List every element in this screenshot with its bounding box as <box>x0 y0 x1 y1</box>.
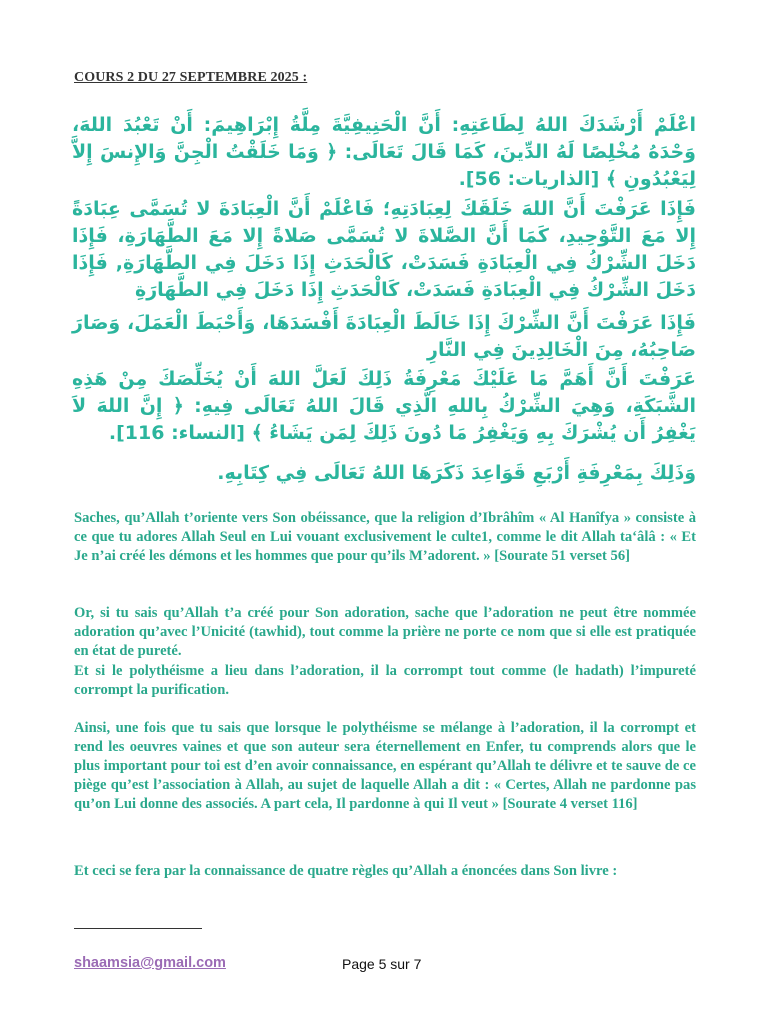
french-text-2: Or, si tu sais qu’Allah t’a créé pour Son adoration, sache que l’adoration ne peut être nommée adoration qu’avec l’Unicité (tawhid), tout comme la prière ne porte ce nom que si elle est pratiquée en état de pureté. <box>74 605 696 659</box>
arabic-text-block-3 <box>72 310 696 364</box>
french-text-3: Et si le polythéisme a lieu dans l’adoration, il la corrompt tout comme (le hadath) l’impureté corrompt la purification. <box>74 663 696 698</box>
french-paragraph-3 <box>74 662 696 700</box>
french-paragraph-5 <box>74 862 696 881</box>
french-paragraph-4 <box>74 719 696 814</box>
arabic-text-block-5 <box>72 460 696 487</box>
arabic-paragraph-1: اعْلَمْ أَرْشَدَكَ اللهُ لِطَاعَتِهِ: أَنَّ الْحَنِيفِيَّةَ مِلَّةُ إِبْرَاهِيمَ: أَنْ تَعْبُدَ اللهَ، وَحْدَهُ مُخْلِصًا لَهُ الدِّينَ، كَمَا قَالَ تَعَالَى: ﴿ وَمَا خَلَقْتُ الْجِنَّ وَالإِنسَ إِلاَّ لِيَعْبُدُونِ ﴾ [الذاريات: 56]. <box>72 114 696 190</box>
arabic-paragraph-4: عَرَفْتَ أَنَّ أَهَمَّ مَا عَلَيْكَ مَعْرِفَةُ ذَلِكَ لَعَلَّ اللهَ أَنْ يُخَلِّصَكَ مِنْ هَذِهِ الشَّبَكَةِ، وَهِيَ الشِّرْكُ بِاللهِ الَّذِي قَالَ اللهُ تَعَالَى فِيهِ: ﴿ إِنَّ اللهَ لاَ يَغْفِرُ أَن يُشْرَكَ بِهِ وَيَغْفِرُ مَا دُونَ ذَلِكَ لِمَن يَشَاءُ ﴾ [النساء: 116]. <box>72 368 696 444</box>
footer-email-link[interactable]: shaamsia@gmail.com <box>74 955 226 971</box>
page-number: Page 5 sur 7 <box>342 956 422 972</box>
arabic-text-block-4 <box>72 366 696 447</box>
french-text-4: Ainsi, une fois que tu sais que lorsque le polythéisme se mélange à l’adoration, il la corrompt et rend les oeuvres vaines et que son auteur sera éternellement en Enfer, tu comprends alors que le plus important pour toi est d’en avoir connaissance, en espérant qu’Allah te délivre et te sauve de ce piège qu’est l’association à Allah, au sujet de laquelle Allah a dit : « Certes, Allah ne pardonne pas qu’on Lui donne des associés. A part cela, Il pardonne à qui Il veut » [Sourate 4 verset 116] <box>74 720 696 812</box>
arabic-paragraph-5: وَذَلِكَ بِمَعْرِفَةِ أَرْبَعِ قَوَاعِدَ ذَكَرَهَا اللهُ تَعَالَى فِي كِتَابِهِ. <box>217 462 696 484</box>
french-paragraph-1 <box>74 509 696 566</box>
french-paragraph-2 <box>74 604 696 661</box>
french-text-1: Saches, qu’Allah t’oriente vers Son obéissance, que la religion d’Ibrâhîm « Al Hanîfya » consiste à ce que tu adores Allah Seul en Lui vouant exclusivement le culte1, comme le dit Allah ta‘âlâ : « Et Je n’ai créé les démons et les hommes que pour qu’ils M’adorent. » [Sourate 51 verset 56] <box>74 510 696 564</box>
arabic-text-block-2 <box>72 196 696 304</box>
course-heading: COURS 2 DU 27 SEPTEMBRE 2025 : <box>74 70 308 85</box>
french-text-5: Et ceci se fera par la connaissance de quatre règles qu’Allah a énoncées dans Son livre : <box>74 863 618 879</box>
footnote-separator <box>74 928 202 929</box>
arabic-paragraph-3: فَإِذَا عَرَفْتَ أَنَّ الشِّرْكَ إِذَا خَالَطَ الْعِبَادَةَ أَفْسَدَهَا، وَأَحْبَطَ الْعَمَلَ، وَصَارَ صَاحِبُهُ، مِنَ الْخَالِدِينَ فِي النَّارِ <box>72 312 696 361</box>
arabic-text-block <box>72 112 696 193</box>
arabic-paragraph-2: فَإِذَا عَرَفْتَ أَنَّ اللهَ خَلَقَكَ لِعِبَادَتِهِ؛ فَاعْلَمْ أَنَّ الْعِبَادَةَ لا تُسَمَّى عِبَادَةً إِلا مَعَ التَّوْحِيدِ، كَمَا أَنَّ الصَّلاةَ لا تُسَمَّى صَلاةً إِلا مَعَ الطَّهَارَةِ، فَإِذَا دَخَلَ الشِّرْكُ فِي الْعِبَادَةِ فَسَدَتْ، كَالْحَدَثِ إِذَا دَخَلَ فِي الطَّهَارَةِ, فَإِذَا دَخَلَ الشِّرْكُ فِي الْعِبَادَةِ فَسَدَتْ، كَالْحَدَثِ إِذَا دَخَلَ فِي الطَّهَارَةِ <box>72 198 696 301</box>
